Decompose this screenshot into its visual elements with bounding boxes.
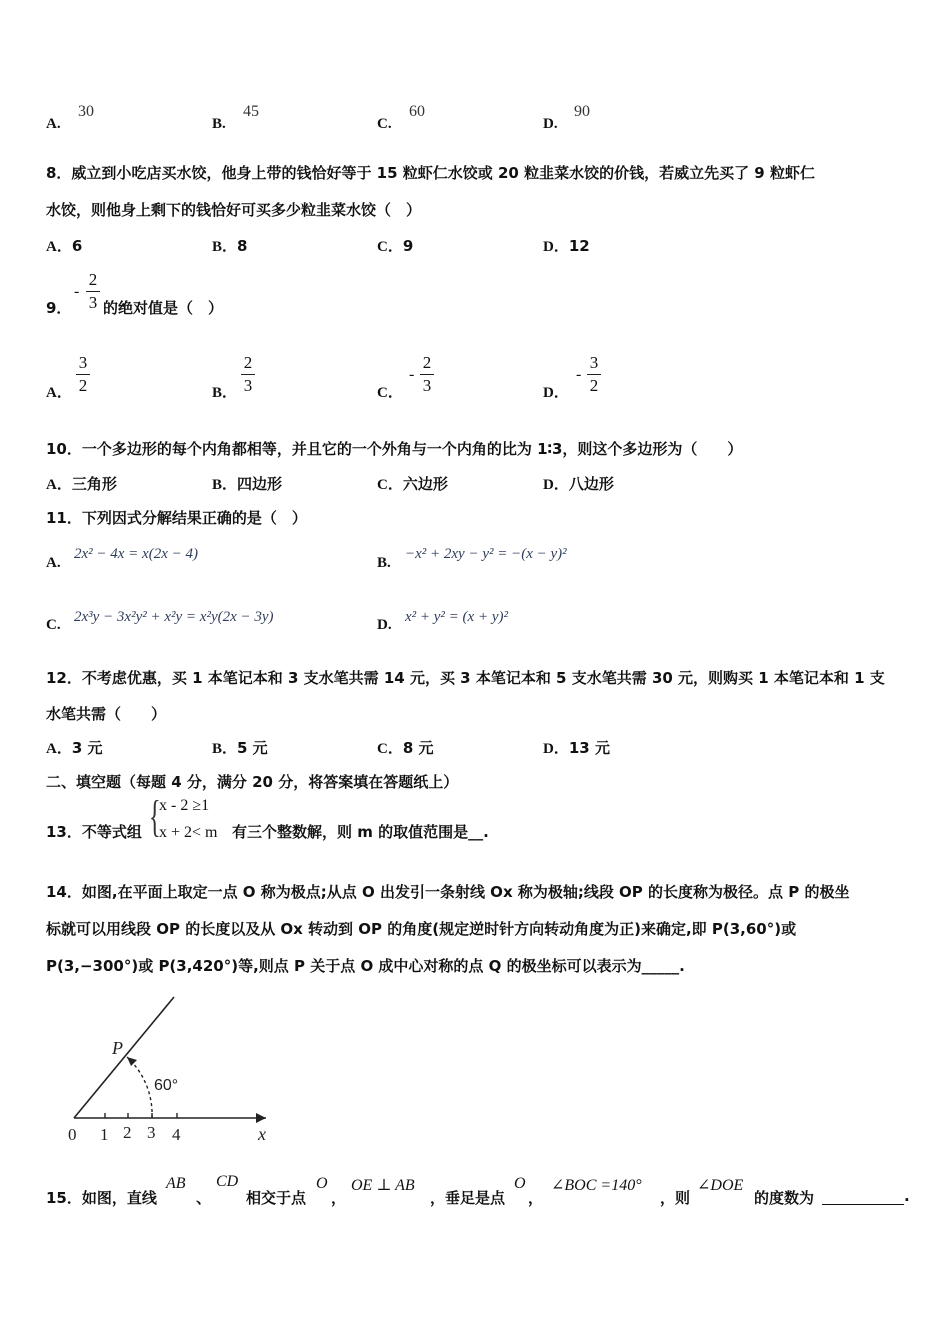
q7-option-a-value: 30 bbox=[78, 103, 94, 120]
q15-angle-doe: ∠DOE bbox=[697, 1177, 744, 1194]
q12-line2: 水笔共需（ ） bbox=[46, 705, 167, 723]
q8-line1: 8．威立到小吃店买水饺，他身上带的钱恰好等于 15 粒虾仁水饺或 20 粒韭菜水饺的价钱，若威立先买了 9 粒虾仁 bbox=[46, 164, 815, 182]
q10-option-d bbox=[543, 473, 614, 494]
q9-option-d-sign: - bbox=[576, 366, 582, 383]
q8-option-d bbox=[543, 235, 590, 256]
q8-option-b-value: 8 bbox=[237, 237, 248, 255]
q12-option-b-label: B． bbox=[212, 741, 238, 757]
q9-sign: - bbox=[74, 283, 80, 300]
q8-option-c bbox=[377, 235, 413, 256]
q15-o2: O bbox=[514, 1175, 526, 1192]
q11-option-d-value: x² + y² = (x + y)² bbox=[405, 609, 508, 625]
q11-option-d-label: D. bbox=[377, 617, 392, 633]
q12-option-a-value: 3 元 bbox=[71, 739, 103, 757]
q14-line1: 14．如图,在平面上取定一点 O 称为极点;从点 O 出发引一条射线 Ox 称为极轴;线段 OP 的长度称为极径。点 P 的极坐 bbox=[46, 883, 850, 901]
q9-option-b-den: 3 bbox=[243, 376, 253, 395]
q13-ineq2: x + 2< m bbox=[159, 824, 218, 841]
angle-arc bbox=[127, 1057, 152, 1118]
q9-option-d-label: D． bbox=[543, 385, 569, 401]
q14-polar-figure bbox=[60, 990, 290, 1150]
q15-ab: AB bbox=[166, 1175, 186, 1192]
q11-option-c-label: C. bbox=[46, 617, 61, 633]
q10-option-d-value: 八边形 bbox=[568, 475, 614, 493]
q7-option-c-value: 60 bbox=[409, 103, 425, 120]
q9-frac-num: 2 bbox=[88, 270, 98, 289]
q12-option-c-value: 8 元 bbox=[402, 739, 434, 757]
arc-arrow-icon bbox=[127, 1057, 137, 1066]
q9-tail: 的绝对值是（ ） bbox=[103, 299, 224, 317]
q9-option-a-fraction bbox=[76, 354, 90, 395]
q9-option-b-bar bbox=[241, 374, 255, 375]
q9-option-c-num: 2 bbox=[422, 353, 432, 372]
tick-label-1: 1 bbox=[100, 1125, 109, 1144]
ray-op bbox=[74, 997, 174, 1118]
q15-comma2: ， bbox=[528, 1189, 544, 1207]
q10-option-d-label: D． bbox=[543, 477, 569, 493]
q15-angle-boc: ∠BOC =140° bbox=[551, 1177, 642, 1194]
q9-option-d-num: 3 bbox=[589, 353, 599, 372]
q9-number: 9． bbox=[46, 299, 72, 317]
q15-mid1: 相交于点 bbox=[246, 1189, 307, 1207]
axis-arrow-icon bbox=[256, 1113, 266, 1123]
q10-option-a bbox=[46, 473, 117, 494]
q7-option-c-label: C. bbox=[377, 116, 392, 132]
q14-line2: 标就可以用线段 OP 的长度以及从 Ox 转动到 OP 的角度(规定逆时针方向转动角度为正)来确定,即 P(3,60°)或 bbox=[46, 920, 797, 938]
q10-option-c bbox=[377, 473, 448, 494]
q11-text: 11．下列因式分解结果正确的是（ ） bbox=[46, 509, 307, 527]
q13-brace: { bbox=[149, 792, 161, 841]
q12-line1: 12．不考虑优惠，买 1 本笔记本和 3 支水笔共需 14 元，买 3 本笔记本和 5 支水笔共需 30 元，则购买 1 本笔记本和 1 支 bbox=[46, 669, 885, 687]
q11-option-b-value: −x² + 2xy − y² = −(x − y)² bbox=[405, 546, 567, 562]
q15-end: . bbox=[904, 1187, 910, 1205]
q11-option-a-value: 2x² − 4x = x(2x − 4) bbox=[74, 546, 198, 562]
q15-sep1: 、 bbox=[196, 1189, 212, 1207]
q8-option-a-value: 6 bbox=[71, 237, 83, 255]
q15-cd: CD bbox=[216, 1173, 239, 1190]
q10-option-b bbox=[212, 473, 282, 494]
q9-frac-den: 3 bbox=[88, 293, 98, 312]
q13-prefix: 13．不等式组 bbox=[46, 823, 142, 841]
q7-option-b-label: B. bbox=[212, 116, 226, 132]
q9-option-c-label: C． bbox=[377, 385, 403, 401]
q10-option-b-value: 四边形 bbox=[237, 475, 283, 493]
q12-option-a-label: A． bbox=[46, 741, 72, 757]
q8-option-a bbox=[46, 235, 82, 256]
q9-option-b-fraction bbox=[241, 354, 255, 395]
q8-option-a-label: A． bbox=[46, 239, 72, 255]
axis-x-label: x bbox=[258, 1124, 266, 1144]
q15-perp: OE ⊥ AB bbox=[351, 1177, 415, 1194]
q8-option-d-label: D． bbox=[543, 239, 569, 255]
q9-option-d-den: 2 bbox=[589, 376, 599, 395]
q9-option-b-label: B． bbox=[212, 385, 238, 401]
q9-option-b-num: 2 bbox=[243, 353, 253, 372]
q10-option-b-label: B． bbox=[212, 477, 238, 493]
q9-option-c-den: 3 bbox=[422, 376, 432, 395]
q9-option-c-bar bbox=[420, 374, 434, 375]
q9-fraction bbox=[86, 271, 100, 312]
q15-comma1: ， bbox=[331, 1189, 347, 1207]
q7-option-b-value: 45 bbox=[243, 103, 259, 120]
q13-suffix: 有三个整数解，则 m 的取值范围是__. bbox=[232, 823, 489, 841]
tick-label-4: 4 bbox=[172, 1125, 181, 1144]
q8-option-b-label: B． bbox=[212, 239, 238, 255]
angle-label: 60° bbox=[154, 1077, 179, 1094]
tick-label-0: 0 bbox=[68, 1125, 77, 1144]
q10-text: 10．一个多边形的每个内角都相等，并且它的一个外角与一个内角的比为 1∶3，则这个多边形为（ ） bbox=[46, 440, 743, 458]
q12-option-b bbox=[212, 737, 268, 758]
q15-suffix: 的度数为 bbox=[754, 1189, 815, 1207]
q12-option-b-value: 5 元 bbox=[237, 739, 268, 757]
q8-option-c-value: 9 bbox=[402, 237, 414, 255]
q15-mid3: ，则 bbox=[660, 1189, 691, 1207]
q9-option-d-fraction bbox=[587, 354, 601, 395]
q9-frac-bar bbox=[86, 291, 100, 292]
q12-option-d bbox=[543, 737, 610, 758]
q9-option-d-bar bbox=[587, 374, 601, 375]
q7-option-d-value: 90 bbox=[574, 103, 590, 120]
q15-prefix: 15．如图，直线 bbox=[46, 1189, 157, 1207]
q9-option-c-sign: - bbox=[409, 366, 415, 383]
q10-option-a-label: A． bbox=[46, 477, 72, 493]
q15-mid2: ，垂足是点 bbox=[430, 1189, 506, 1207]
q7-option-a-label: A. bbox=[46, 116, 61, 132]
q10-option-c-label: C． bbox=[377, 477, 403, 493]
q8-line2: 水饺，则他身上剩下的钱恰好可买多少粒韭菜水饺（ ） bbox=[46, 201, 422, 219]
q12-option-c-label: C． bbox=[377, 741, 403, 757]
q12-option-a bbox=[46, 737, 103, 758]
q12-option-d-label: D． bbox=[543, 741, 569, 757]
q11-option-a-label: A. bbox=[46, 555, 61, 571]
q9-option-a-den: 2 bbox=[78, 376, 88, 395]
tick-label-3: 3 bbox=[147, 1123, 156, 1142]
q11-option-b-label: B. bbox=[377, 555, 391, 571]
q10-option-c-value: 六边形 bbox=[402, 475, 448, 493]
q9-option-a-label: A． bbox=[46, 385, 72, 401]
q12-option-c bbox=[377, 737, 434, 758]
q14-line3: P(3,−300°)或 P(3,420°)等,则点 P 关于点 O 成中心对称的点 Q 的极坐标可以表示为_____. bbox=[46, 957, 685, 975]
q8-option-d-value: 12 bbox=[568, 237, 590, 255]
q12-option-d-value: 13 元 bbox=[568, 739, 610, 757]
q15-answer-blank bbox=[822, 1203, 904, 1205]
q11-option-c-value: 2x³y − 3x²y² + x²y = x²y(2x − 3y) bbox=[74, 609, 274, 625]
q13-ineq1: x - 2 ≥1 bbox=[159, 797, 210, 814]
q8-option-c-label: C． bbox=[377, 239, 403, 255]
q9-option-c-fraction bbox=[420, 354, 434, 395]
q9-option-a-num: 3 bbox=[78, 353, 88, 372]
point-p-label: P bbox=[112, 1038, 123, 1058]
q8-option-b bbox=[212, 235, 247, 256]
q9-option-a-bar bbox=[76, 374, 90, 375]
q15-o1: O bbox=[316, 1175, 328, 1192]
tick-label-2: 2 bbox=[123, 1123, 132, 1142]
section-2-heading: 二、填空题（每题 4 分，满分 20 分，将答案填在答题纸上） bbox=[46, 773, 459, 791]
q10-option-a-value: 三角形 bbox=[71, 475, 117, 493]
q7-option-d-label: D. bbox=[543, 116, 558, 132]
